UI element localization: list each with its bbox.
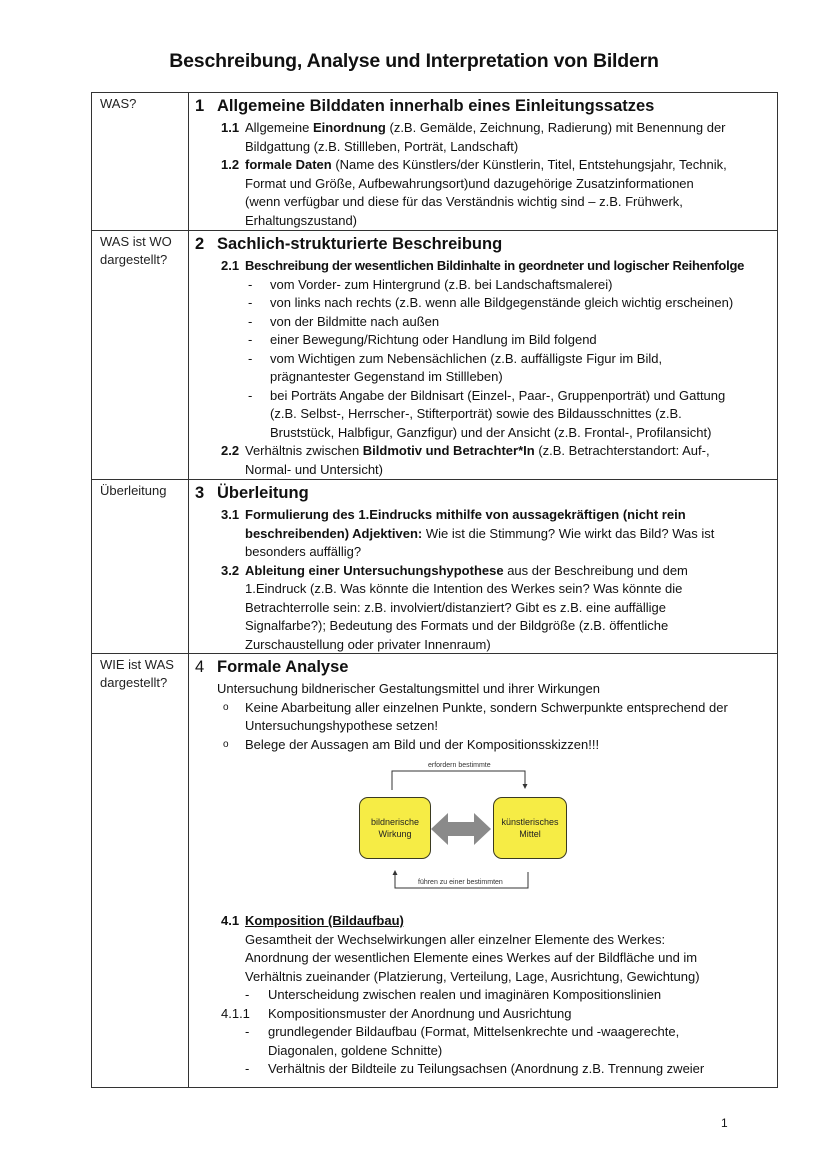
- subsection-4-1: 4.1 Komposition (Bildaufbau) Gesamtheit der Wechselwirkungen aller einzelner Elemente des Werkes: Anordnung der wesentlichen Elemente eines Werkes auf der Bildfläche und im Verhältnis zueinander (Platzierung, Verteilung, Lage, Ausrichtung, Gewichtung): [221, 913, 700, 984]
- section-heading-3: 3 Überleitung: [195, 484, 309, 502]
- list-item: - grundlegender Bildaufbau (Format, Mittelsenkrechte und -waagerechte, Diagonalen, goldene Schnitte): [245, 1024, 680, 1058]
- diagram-label-bottom: führen zu einer bestimmten: [418, 879, 503, 886]
- page-number: 1: [721, 1116, 728, 1130]
- section-heading-1: 1 Allgemeine Bilddaten innerhalb eines Einleitungssatzes: [195, 97, 655, 115]
- document-title: Beschreibung, Analyse und Interpretation von Bildern: [169, 50, 659, 72]
- table-row-was: [92, 93, 777, 230]
- subsection-1-2: 1.2 formale Daten (Name des Künstlers/der Künstlerin, Titel, Entstehungsjahr, Technik, Format und Größe, Aufbewahrungsort)und dazugehörige Zusatzinformationen (wenn verfügbar und diese für das Verständnis wichtig sind – z.B. Frühwerk, Erhaltungszustand): [221, 157, 727, 228]
- list-item: - von links nach rechts (z.B. wenn alle Bildgegenstände gleich wichtig erscheinen): [248, 295, 734, 310]
- row-content: [189, 480, 777, 654]
- subsection-1-1: 1.1 Allgemeine Einordnung (z.B. Gemälde, Zeichnung, Radierung) mit Benennung der Bildgattung (z.B. Stillleben, Porträt, Landschaft): [221, 120, 726, 154]
- row-content: [189, 93, 777, 230]
- section-heading-2: 2 Sachlich-strukturierte Beschreibung: [195, 235, 503, 253]
- row-label: Überleitung: [100, 483, 167, 498]
- table-row-was-ist-wo: [92, 230, 777, 479]
- list-item: - bei Porträts Angabe der Bildnisart (Einzel-, Paar-, Gruppenporträt) und Gattung (z.B. Selbst-, Herrscher-, Stifterporträt) sowie des Bildausschnittes (z.B. Bruststück, Halbfigur, Ganzfigur) und der Ansicht (z.B. Frontal-, Profilansicht): [248, 387, 726, 440]
- diagram-label-top: erfordern bestimmte: [428, 762, 491, 769]
- row-label: WAS?: [100, 96, 137, 111]
- list-item: - Unterscheidung zwischen realen und imaginären Kompositionslinien: [245, 987, 662, 1002]
- list-item: o Belege der Aussagen am Bild und der Kompositionsskizzen!!!: [223, 736, 600, 752]
- section-heading-4: 4 Formale Analyse: [195, 658, 349, 676]
- box-kuenstlerisches-mittel: künstlerisches Mittel: [493, 797, 567, 859]
- list-item: - einer Bewegung/Richtung oder Handlung im Bild folgend: [248, 332, 597, 347]
- section-intro: Untersuchung bildnerischer Gestaltungsmittel und ihrer Wirkungen: [217, 681, 600, 696]
- list-item: - vom Wichtigen zum Nebensächlichen (z.B. auffälligste Figur im Bild, prägnantester Gegenstand im Stillleben): [248, 350, 663, 384]
- subsection-4-1-1: 4.1.1 Kompositionsmuster der Anordnung und Ausrichtung: [221, 1005, 572, 1021]
- list-item: - Verhältnis der Bildteile zu Teilungsachsen (Anordnung z.B. Trennung zweier: [245, 1061, 705, 1076]
- table-row-wie-ist-was: [92, 653, 777, 1087]
- analysis-table: [91, 92, 778, 1088]
- row-label: WAS ist WO dargestellt?: [100, 234, 172, 267]
- list-item: - vom Vorder- zum Hintergrund (z.B. bei Landschaftsmalerei): [248, 276, 613, 292]
- subsection-2-1: 2.1 Beschreibung der wesentlichen Bildinhalte in geordneter und logischer Reihenfolge: [221, 258, 745, 273]
- diagram-spacer: [189, 754, 777, 912]
- subsection-3-1: 3.1 Formulierung des 1.Eindrucks mithilfe von aussagekräftigen (nicht rein beschreibenden) Adjektiven: Wie ist die Stimmung? Wie wirkt das Bild? Was ist besonders auffällig?: [221, 507, 715, 559]
- subsection-3-2: 3.2 Ableitung einer Untersuchungshypothese aus der Beschreibung und dem 1.Eindruck (z.B. Was könnte die Intention des Werkes sein? Was könnte die Betrachterrolle sein: z.B. involviert/distanziert? Gibt es z.B. eine auffällige Signalfarbe?); Bedeutung des Formats und der Bildgröße (z.B. öffentliche Zurschaustellung oder privater Innenraum): [221, 562, 688, 652]
- row-content: [189, 231, 777, 479]
- list-item: - von der Bildmitte nach außen: [248, 313, 440, 329]
- row-label: WIE ist WAS dargestellt?: [100, 657, 174, 690]
- subsection-2-2: 2.2 Verhältnis zwischen Bildmotiv und Betrachter*In (z.B. Betrachterstandort: Auf-, Normal- und Untersicht): [221, 443, 710, 477]
- list-item: o Keine Abarbeitung aller einzelnen Punkte, sondern Schwerpunkte entsprechend der Untersuchungshypothese setzen!: [223, 699, 728, 733]
- row-content: [189, 654, 777, 1079]
- table-row-ueberleitung: [92, 479, 777, 653]
- box-bildnerische-wirkung: bildnerische Wirkung: [359, 797, 431, 859]
